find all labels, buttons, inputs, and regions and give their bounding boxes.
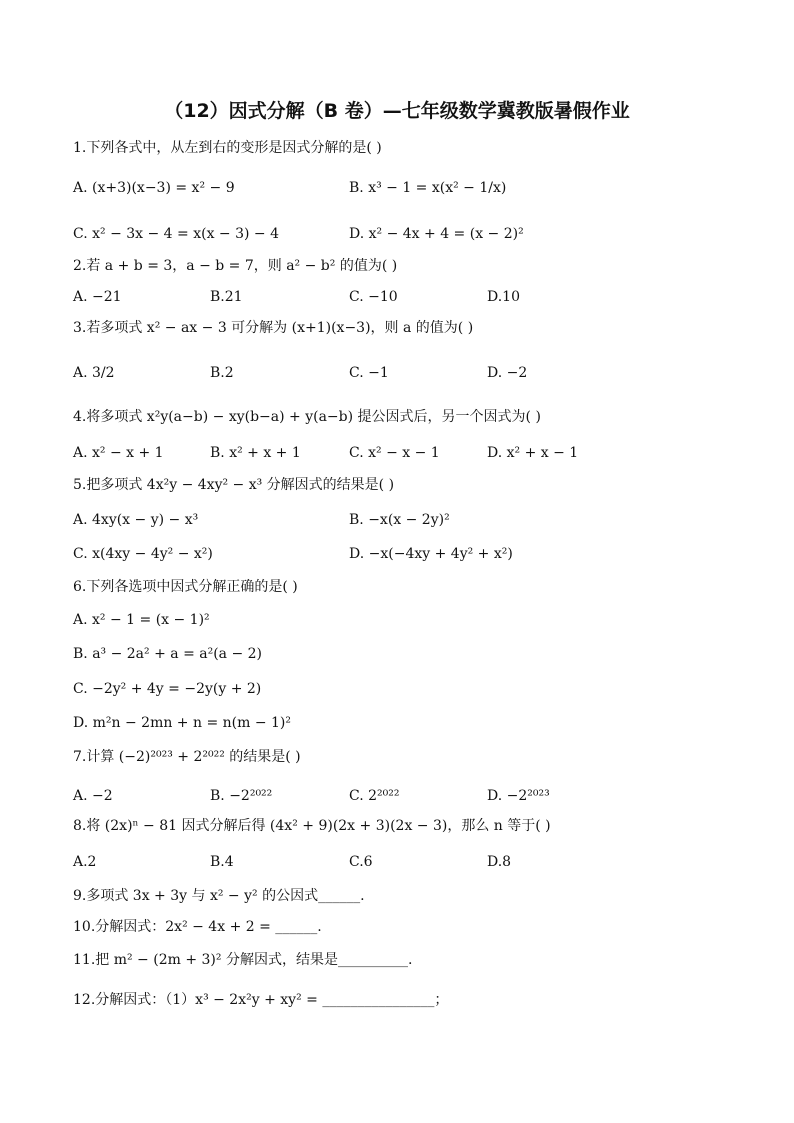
- question-2-option-d: D.10: [487, 289, 520, 305]
- question-4-option-c: C. x² − x − 1: [349, 445, 440, 461]
- question-2-stem: 2.若 a + b = 3，a − b = 7，则 a² − b² 的值为( ): [73, 258, 398, 274]
- question-6-option-c: C. −2y² + 4y = −2y(y + 2): [73, 681, 262, 697]
- question-4-option-b: B. x² + x + 1: [210, 445, 301, 461]
- question-8-option-d: D.8: [487, 854, 512, 870]
- question-11-stem: 11.把 m² − (2m + 3)² 分解因式，结果是__________.: [73, 952, 413, 968]
- question-1-option-d: D. x² − 4x + 4 = (x − 2)²: [349, 226, 524, 242]
- question-2-option-b: B.21: [210, 289, 243, 305]
- question-4-option-d: D. x² + x − 1: [487, 445, 579, 461]
- question-5-option-a: A. 4xy(x − y) − x³: [73, 512, 199, 528]
- question-4-option-a: A. x² − x + 1: [73, 445, 164, 461]
- question-1-option-b: B. x³ − 1 = x(x² − 1/x): [349, 180, 507, 196]
- question-3-option-c: C. −1: [349, 365, 389, 381]
- question-9-stem: 9.多项式 3x + 3y 与 x² − y² 的公因式______.: [73, 888, 365, 904]
- question-6-stem: 6.下列各选项中因式分解正确的是( ): [73, 579, 298, 595]
- page-title: （12）因式分解（B 卷）—七年级数学冀教版暑假作业: [164, 100, 630, 122]
- question-1-stem: 1.下列各式中，从左到右的变形是因式分解的是( ): [73, 140, 382, 156]
- question-5-option-d: D. −x(−4xy + 4y² + x²): [349, 546, 513, 562]
- question-7-option-b: B. −2²⁰²²: [210, 788, 273, 804]
- question-7-stem: 7.计算 (−2)²⁰²³ + 2²⁰²² 的结果是( ): [73, 749, 301, 765]
- question-7-option-a: A. −2: [73, 788, 113, 804]
- question-8-option-a: A.2: [73, 854, 97, 870]
- question-8-option-c: C.6: [349, 854, 373, 870]
- question-3-option-b: B.2: [210, 365, 234, 381]
- question-6-option-b: B. a³ − 2a² + a = a²(a − 2): [73, 646, 263, 662]
- question-2-option-c: C. −10: [349, 289, 398, 305]
- question-8-stem: 8.将 (2x)ⁿ − 81 因式分解后得 (4x² + 9)(2x + 3)(2x − 3)，那么 n 等于( ): [73, 818, 551, 834]
- question-5-option-b: B. −x(x − 2y)²: [349, 512, 450, 528]
- question-3-option-a: A. 3/2: [73, 365, 115, 381]
- question-7-option-c: C. 2²⁰²²: [349, 788, 400, 804]
- question-1-option-a: A. (x+3)(x−3) = x² − 9: [73, 180, 235, 196]
- question-10-stem: 10.分解因式：2x² − 4x + 2 = ______.: [73, 919, 322, 935]
- question-5-stem: 5.把多项式 4x²y − 4xy² − x³ 分解因式的结果是( ): [73, 477, 395, 493]
- question-12-stem: 12.分解因式：（1）x³ − 2x²y + xy² = ________________；: [73, 992, 449, 1008]
- question-2-option-a: A. −21: [73, 289, 122, 305]
- question-3-stem: 3.若多项式 x² − ax − 3 可分解为 (x+1)(x−3)，则 a 的值为( ): [73, 320, 474, 336]
- question-7-option-d: D. −2²⁰²³: [487, 788, 550, 804]
- question-6-option-d: D. m²n − 2mn + n = n(m − 1)²: [73, 715, 292, 731]
- question-6-option-a: A. x² − 1 = (x − 1)²: [73, 612, 210, 628]
- question-5-option-c: C. x(4xy − 4y² − x²): [73, 546, 213, 562]
- question-1-option-c: C. x² − 3x − 4 = x(x − 3) − 4: [73, 226, 280, 242]
- question-4-stem: 4.将多项式 x²y(a−b) − xy(b−a) + y(a−b) 提公因式后，另一个因式为( ): [73, 409, 541, 425]
- question-3-option-d: D. −2: [487, 365, 528, 381]
- question-8-option-b: B.4: [210, 854, 234, 870]
